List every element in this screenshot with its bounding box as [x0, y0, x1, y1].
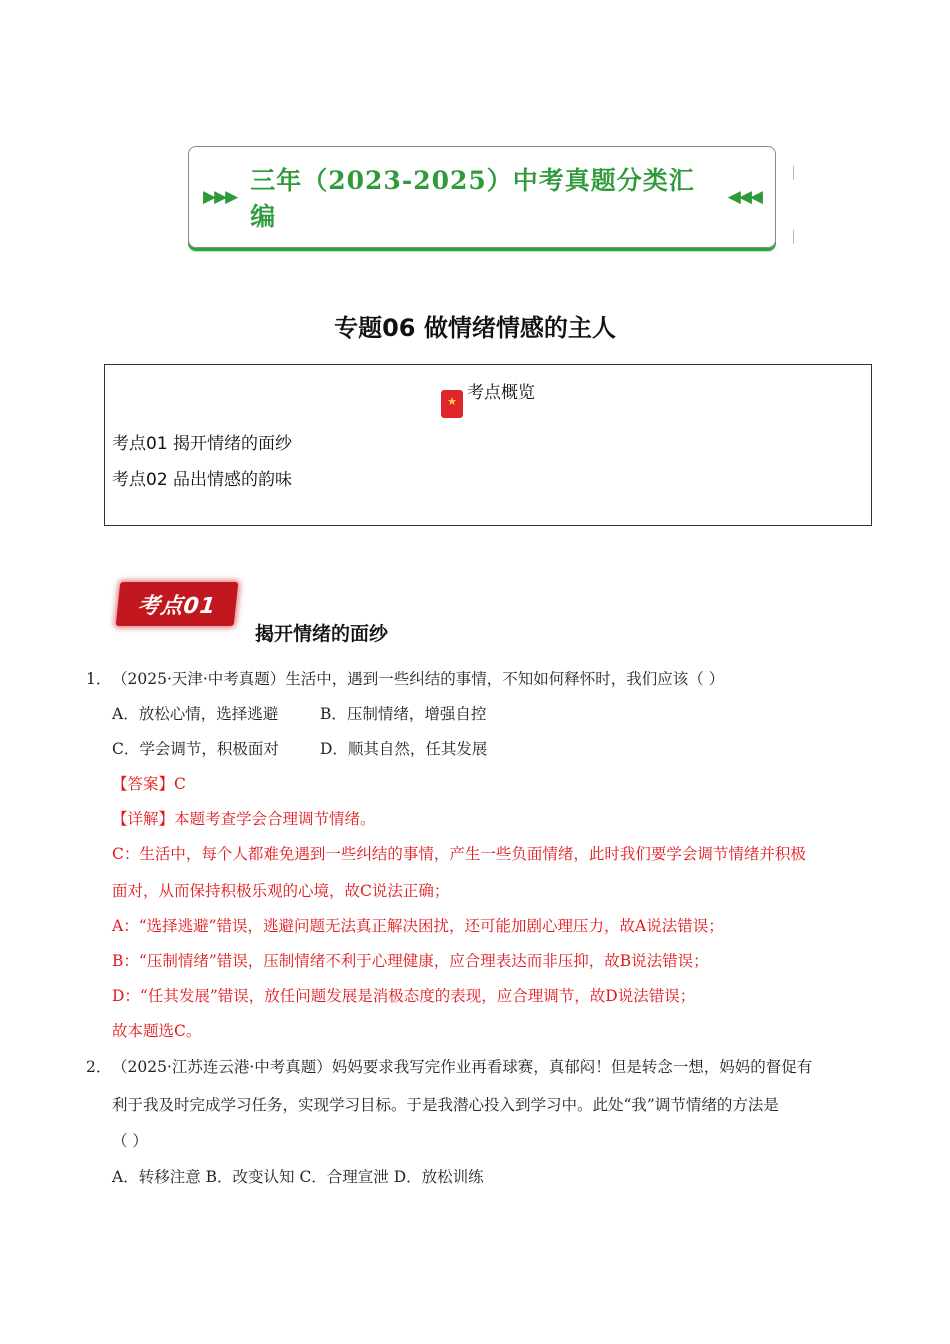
question-1-option-b: B．压制情绪，增强自控: [320, 705, 487, 723]
question-1-explain-line: 故本题选C。: [112, 1022, 202, 1040]
banner-edge-mark: [793, 166, 794, 180]
question-number-2: 2．: [86, 1058, 112, 1076]
question-1-explain-line: 【详解】本题考查学会合理调节情绪。: [112, 810, 376, 828]
question-1-option-d: D．顺其自然，任其发展: [320, 740, 488, 758]
question-1-option-a: A．放松心情，选择逃避: [112, 705, 279, 723]
question-1-explain-line: C：生活中，每个人都难免遇到一些纠结的事情，产生一些负面情绪，此时我们要学会调节情绪并积极: [112, 845, 806, 863]
question-2-stem-line: 利于我及时完成学习任务，实现学习目标。于是我潜心投入到学习中。此处“我”调节情绪的方法是: [112, 1096, 779, 1114]
overview-heading: [105, 378, 871, 418]
overview-heading-text: 考点概览: [467, 383, 535, 403]
question-2-stem-line: （2025·江苏连云港·中考真题）妈妈要求我写完作业再看球赛，真郁闷！但是转念一想，妈妈的督促有: [112, 1058, 813, 1076]
overview-item-2: 考点02 品出情感的韵味: [112, 470, 293, 490]
overview-box: [104, 364, 872, 526]
section-badge: 考点01: [116, 582, 239, 626]
question-1-explain-line: 面对，从而保持积极乐观的心境，故C说法正确；: [112, 882, 450, 900]
question-1-explain-line: A：“选择逃避”错误，逃避问题无法真正解决困扰，还可能加剧心理压力，故A说法错误；: [112, 917, 724, 935]
document-title: 专题06 做情绪情感的主人: [334, 314, 616, 342]
banner-edge-mark: [793, 230, 794, 244]
question-number-1: 1．: [86, 670, 112, 688]
header-banner: [188, 146, 776, 248]
section-title: 揭开情绪的面纱: [255, 623, 389, 645]
right-arrows-icon: ▶▶▶: [203, 187, 237, 207]
question-2-stem-line: （ ）: [112, 1132, 148, 1150]
question-1-stem: （2025·天津·中考真题）生活中，遇到一些纠结的事情，不知如何释怀时，我们应该（ ）: [112, 670, 725, 688]
overview-item-1: 考点01 揭开情绪的面纱: [112, 434, 293, 454]
question-1-explain-line: B：“压制情绪”错误，压制情绪不利于心理健康，应合理表达而非压抑，故B说法错误；: [112, 952, 709, 970]
question-1-answer: 【答案】C: [112, 775, 186, 793]
left-arrows-icon: ◀◀◀: [727, 187, 761, 207]
question-1-explain-line: D：“任其发展”错误，放任问题发展是消极态度的表现，应合理调节，故D说法错误；: [112, 987, 696, 1005]
banner-text: 三年（2023-2025）中考真题分类汇编: [250, 166, 695, 231]
book-icon: ★: [441, 390, 463, 418]
question-1-option-c: C．学会调节，积极面对: [112, 740, 279, 758]
question-2-options: A．转移注意 B．改变认知 C．合理宣泄 D．放松训练: [112, 1168, 484, 1186]
